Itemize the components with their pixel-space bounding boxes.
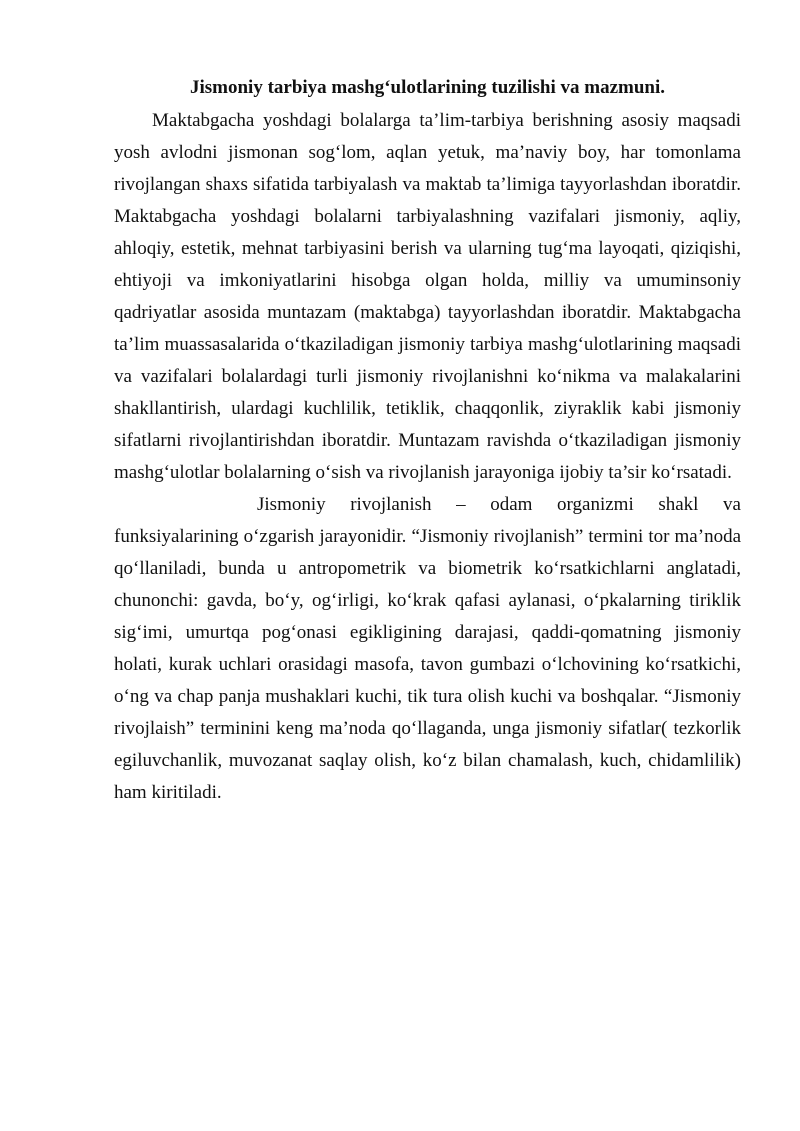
document-page [114, 72, 741, 809]
paragraph-1: Maktabgacha yoshdagi bolalarga ta’lim-tarbiya berishning asosiy maqsadi yosh avlodni jismonan sog‘lom, aqlan yetuk, ma’naviy boy, har tomonlama rivojlangan shaxs sifatida tarbiyalash va maktab ta’limiga tayyorlashdan iboratdir. Maktabgacha yoshdagi bolalarni tarbiyalashning vazifalari jismoniy, aqliy, ahloqiy, estetik, mehnat tarbiyasini berish va ularning tug‘ma layoqati, qiziqishi, ehtiyoji va imkoniyatlarini hisobga olgan holda, milliy va umuminsoniy qadriyatlar asosida muntazam (maktabga) tayyorlashdan iboratdir. Maktabgacha ta’lim muassasalarida o‘tkaziladigan jismoniy tarbiya mashg‘ulotlarining maqsadi va vazifalari bolalardagi turli jismoniy rivojlanishni ko‘nikma va malakalarini shakllantirish, ulardagi kuchlilik, tetiklik, chaqqonlik, ziyraklik kabi jismoniy sifatlarni rivojlantirishdan iboratdir. Muntazam ravishda o‘tkaziladigan jismoniy mashg‘ulotlar bolalarning o‘sish va rivojlanish jarayoniga ijobiy ta’sir ko‘rsatadi. [114, 110, 741, 483]
document-title: Jismoniy tarbiya mashg‘ulotlarining tuzilishi va mazmuni. [189, 77, 666, 98]
paragraph-2: Jismoniy rivojlanish – odam organizmi shakl va funksiyalarining o‘zgarish jarayonidir. “Jismoniy rivojlanish” termini tor ma’noda qo‘llaniladi, bunda u antropometrik va biometrik ko‘rsatkichlarni anglatadi, chunonchi: gavda, bo‘y, og‘irligi, ko‘krak qafasi aylanasi, o‘pkalarning tiriklik sig‘imi, umurtqa pog‘onasi egikligining darajasi, qaddi-qomatning jismoniy holati, kurak uchlari orasidagi masofa, tavon gumbazi o‘lchovining ko‘rsatkichi, o‘ng va chap panja mushaklari kuchi, tik tura olish kuchi va boshqalar. “Jismoniy rivojlaish” terminini keng ma’noda qo‘llaganda, unga jismoniy sifatlar( tezkorlik egiluvchanlik, muvozanat saqlay olish, ko‘z bilan chamalash, kuch, chidamlilik) ham kiritiladi. [114, 494, 741, 803]
